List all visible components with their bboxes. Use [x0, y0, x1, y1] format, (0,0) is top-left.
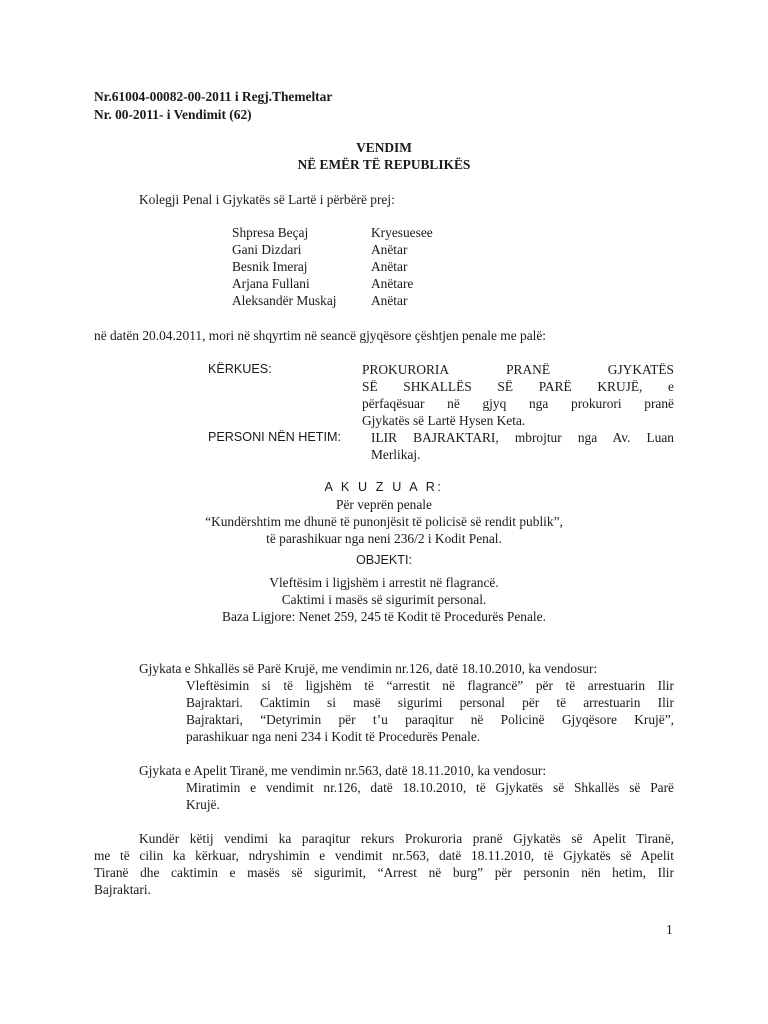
panel-member-role: Kryesuesee [371, 225, 433, 240]
republic-title: NË EMËR TË REPUBLIKËS [297, 157, 471, 172]
appeal-line: Miratimin e vendimit nr.126, datë 18.10.2010, të Gjykatës së Shkallës së Parë [186, 780, 674, 795]
first-instance-line: Vleftësimin si të ligjshëm të “arrestit në flagrancë” për të arrestuarin Ilir [186, 678, 674, 693]
suspect-line: ILIR BAJRAKTARI, mbrojtur nga Av. Luan [371, 430, 674, 445]
recourse-line: Tiranë dhe caktimin e masës së sigurimit, “Arrest në burg” për personin nën hetim, Ilir [94, 865, 674, 880]
object-line: Caktimi i masës së sigurimit personal. [281, 592, 487, 607]
hearing-date-line: në datën 20.04.2011, mori në shqyrtim në seancë gjyqësore çështjen penale me palë: [94, 328, 547, 343]
first-instance-line: Bajraktari, “Detyrimin për t’u paraqitur në Policinë Gjyqësore Krujë”, [186, 712, 674, 727]
recourse-line: Kundër këtij vendimi ka paraqitur rekurs Prokuroria pranë Gjykatës së Apelit Tiranë, [139, 831, 674, 846]
claimant-line: përfaqësuar në gjyq nga prokurori pranë [362, 396, 674, 411]
panel-member-role: Anëtar [371, 259, 408, 274]
accusation-line: të parashikuar nga neni 236/2 i Kodit Penal. [266, 531, 502, 546]
panel-member-role: Anëtar [371, 293, 408, 308]
panel-member-name: Arjana Fullani [232, 276, 310, 291]
college-intro: Kolegji Penal i Gjykatës së Lartë i përbërë prej: [139, 192, 395, 207]
recourse-line: me të cilin ka kërkuar, ndryshimin e vendimit nr.563, datë 18.11.2010, të Gjykatës së Apelit [94, 848, 674, 863]
suspect-line: Merlikaj. [371, 447, 421, 462]
panel-member-name: Besnik Imeraj [232, 259, 308, 274]
panel-member-role: Anëtar [371, 242, 408, 257]
object-heading: OBJEKTI: [356, 553, 412, 567]
suspect-label: PERSONI NËN HETIM: [208, 430, 341, 444]
accusation-line: Për veprën penale [336, 497, 432, 512]
object-line: Vleftësim i ligjshëm i arrestit në flagrancë. [269, 575, 499, 590]
first-instance-line: Bajraktari. Caktimin si masë sigurimi personal për të arrestuarin Ilir [186, 695, 674, 710]
decision-title: VENDIM [356, 140, 412, 155]
first-instance-line: parashikuar nga neni 234 i Kodit të Procedurës Penale. [186, 729, 481, 744]
panel-member-name: Shpresa Beçaj [232, 225, 309, 240]
decision-number: Nr. 00-2011- i Vendimit (62) [94, 107, 252, 122]
recourse-line: Bajraktari. [94, 882, 151, 897]
appeal-intro: Gjykata e Apelit Tiranë, me vendimin nr.563, datë 18.11.2010, ka vendosur: [139, 763, 547, 778]
claimant-line: PROKURORIA PRANË GJYKATËS [362, 362, 674, 377]
claimant-line: Gjykatës së Lartë Hysen Keta. [362, 413, 526, 428]
accusation-line: “Kundërshtim me dhunë të punonjësit të policisë së rendit publik”, [205, 514, 563, 529]
panel-member-role: Anëtare [371, 276, 414, 291]
page-number: 1 [666, 922, 673, 937]
accusation-heading: A K U Z U A R: [324, 480, 444, 494]
object-line: Baza Ligjore: Nenet 259, 245 të Kodit të Procedurës Penale. [222, 609, 546, 624]
appeal-line: Krujë. [186, 797, 220, 812]
panel-member-name: Aleksandër Muskaj [232, 293, 337, 308]
panel-member-name: Gani Dizdari [232, 242, 302, 257]
registry-number: Nr.61004-00082-00-2011 i Regj.Themeltar [94, 89, 333, 104]
claimant-line: SË SHKALLËS SË PARË KRUJË, e [362, 379, 674, 394]
claimant-label: KËRKUES: [208, 362, 272, 376]
first-instance-intro: Gjykata e Shkallës së Parë Krujë, me vendimin nr.126, datë 18.10.2010, ka vendosur: [139, 661, 598, 676]
